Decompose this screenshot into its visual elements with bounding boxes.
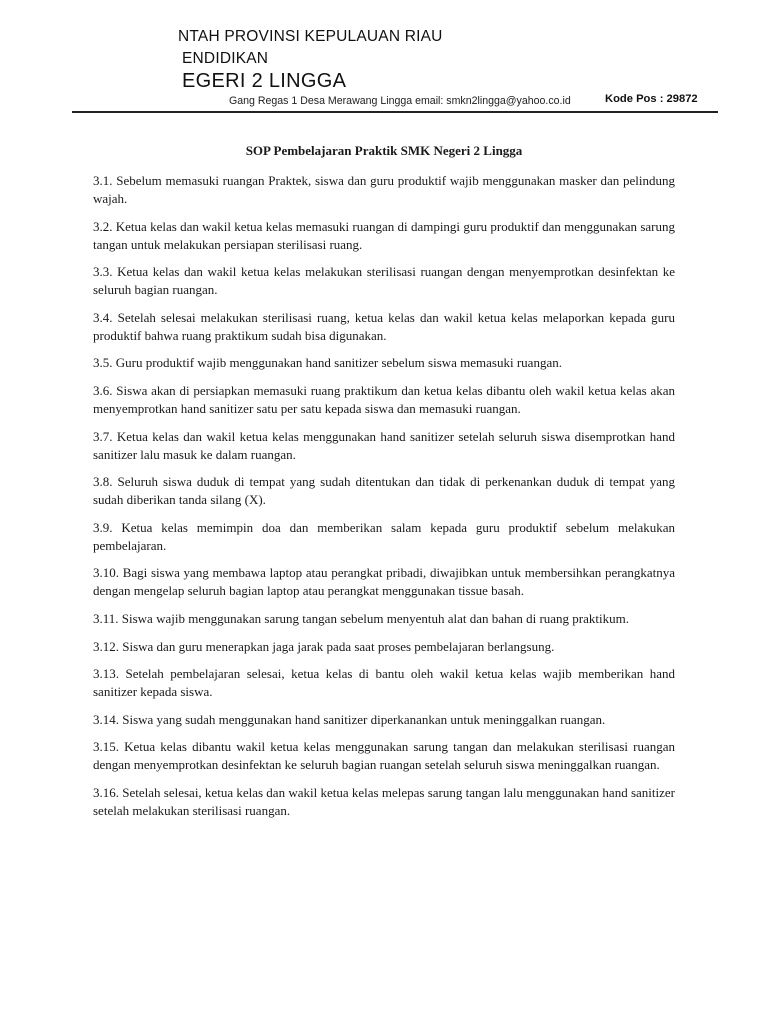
sop-item-3-14: 3.14. Siswa yang sudah menggunakan hand sanitizer diperkanankan untuk meninggalkan ruangan. (93, 711, 606, 727)
sop-item-3-16: 3.16. Setelah selesai, ketua kelas dan wakil ketua kelas melepas sarung tangan lalu menggunakan hand sanitizer setelah melakukan sterilisasi ruangan. (93, 784, 675, 818)
sop-item-3-9: 3.9. Ketua kelas memimpin doa dan memberikan salam kepada guru produktif sebelum melakukan pembelajaran. (93, 519, 675, 553)
document-body (93, 142, 675, 830)
sop-item-3-12: 3.12. Siswa dan guru menerapkan jaga jarak pada saat proses pembelajaran berlangsung. (93, 638, 555, 654)
letterhead (0, 0, 768, 125)
document-title: SOP Pembelajaran Praktik SMK Negeri 2 Lingga (245, 143, 523, 158)
sop-item-3-2: 3.2. Ketua kelas dan wakil ketua kelas memasuki ruangan di dampingi guru produktif dan menggunakan sarung tangan untuk melakukan persiapan sterilisasi ruang. (93, 218, 675, 252)
sop-item-3-3: 3.3. Ketua kelas dan wakil ketua kelas melakukan sterilisasi ruangan dengan menyemprotkan desinfektan ke seluruh bagian ruangan. (93, 264, 675, 298)
sop-item-3-1: 3.1. Sebelum memasuki ruangan Praktek, siswa dan guru produktif wajib menggunakan masker dan pelindung wajah. (93, 173, 675, 206)
sop-item-3-8: 3.8. Seluruh siswa duduk di tempat yang sudah ditentukan dan tidak di perkenankan duduk di tempat yang sudah diberikan tanda silang (X). (93, 474, 675, 508)
sop-item-3-10: 3.10. Bagi siswa yang membawa laptop atau perangkat pribadi, diwajibkan untuk membersihkan perangkatnya dengan mengelap seluruh bagian laptop atau perangkat menggunakan tissue basah. (93, 565, 675, 599)
sop-item-3-5: 3.5. Guru produktif wajib menggunakan hand sanitizer sebelum siswa memasuki ruangan. (93, 355, 562, 371)
letterhead-department-line: ENDIDIKAN (182, 50, 269, 67)
letterhead-divider (72, 111, 718, 113)
letterhead-government-line: NTAH PROVINSI KEPULAUAN RIAU (178, 28, 443, 45)
sop-item-3-15: 3.15. Ketua kelas dibantu wakil ketua kelas menggunakan sarung tangan dan melakukan sterilisasi ruangan dengan menyemprotkan desinfektan ke seluruh bagian ruangan setelah seluruh siswa meninggalkan ruangan. (93, 739, 675, 773)
sop-item-3-6: 3.6. Siswa akan di persiapkan memasuki ruang praktikum dan ketua kelas dibantu oleh wakil ketua kelas akan menyemprotkan hand sanitizer satu per satu kepada siswa dan memasuki ruangan. (93, 382, 675, 416)
letterhead-postal-code: Kode Pos : 29872 (605, 93, 698, 105)
letterhead-address: Gang Regas 1 Desa Merawang Lingga email: smkn2lingga@yahoo.co.id (229, 95, 571, 107)
sop-item-3-7: 3.7. Ketua kelas dan wakil ketua kelas menggunakan hand sanitizer setelah seluruh siswa disemprotkan hand sanitizer lalu masuk ke dalam ruangan. (93, 428, 675, 462)
sop-item-3-11: 3.11. Siswa wajib menggunakan sarung tangan sebelum menyentuh alat dan bahan di ruang praktikum. (93, 610, 629, 626)
sop-item-3-13: 3.13. Setelah pembelajaran selesai, ketua kelas di bantu oleh wakil ketua kelas wajib memberikan hand sanitizer kepada siswa. (93, 666, 675, 700)
sop-item-3-4: 3.4. Setelah selesai melakukan sterilisasi ruang, ketua kelas dan wakil ketua kelas melaporkan kepada guru produktif bahwa ruang praktikum sudah bisa digunakan. (93, 309, 675, 343)
letterhead-school-name: EGERI 2 LINGGA (182, 70, 347, 92)
